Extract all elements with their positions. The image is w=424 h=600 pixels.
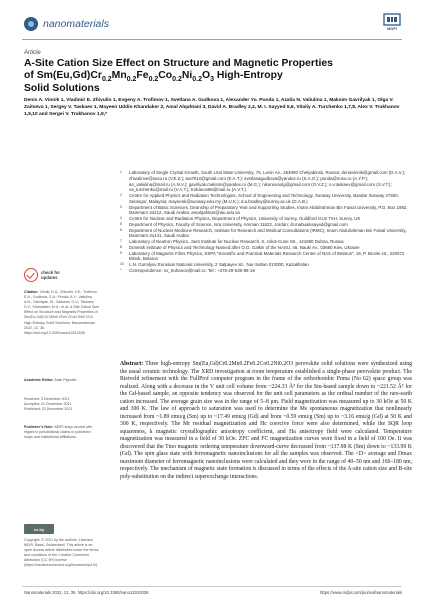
license-text: Copyright: © 2021 by the authors. Licensee MDPI, Basel, Switzerland. This article is an open access article distributed under the terms and conditions of the Creative Commons Attribution (CC BY) license (https://creativecommons.org/licenses/by/4.0/). [24,538,99,568]
svg-text:MDPI: MDPI [387,26,397,31]
affiliation-text: Laboratory of Neutron Physics, Joint Institute for Nuclear Research, 6, Joliot-Curie Str., 141980 Dubna, Russia [129,239,344,244]
footer-citation: Nanomaterials 2022, 12, 36. https://doi.org/10.3390/nano12010036 [24,590,149,595]
header-divider [22,39,402,40]
publisher-note: Publisher’s Note: MDPI stays neutral with regard to jurisdictional claims in published maps and institutional affiliations. [24,425,93,440]
affiliation-item [120,170,410,193]
article-title [24,58,354,95]
journal-logo-icon [24,17,38,31]
affiliation-text: Laboratory of Single Crystal Growth, South Ural State University, 76, Lenin Av., 454080 Chelyabinsk, Russia; denisvinnik@gmail.com (D.A.V.); zhivulinve@susu.ru (V.E.Z.); tea7510@gmail.com (E.A.T.); svetlanagudkova@yandex.ru (S.A.G.); punda@susu.ru (A.Y.P.); an_valiulina@mail.ru (A.N.V.); gavrilyak.maksim@yandex.ru (M.G.); nikonovaolg@gmail.com (O.V.Z.); s.v.taskaev@gmail.com (S.V.T.); va_turchenko@mail.ru (V.A.T.); truhanov86@mail.ru (A.V.T.) [129,170,406,193]
affiliation-item [120,251,410,263]
affiliation-text: Department of Physics, Faculty of Science, Isra University, Amman 11622, Jordan; dr.mabualssayed@gmail.com [129,221,348,227]
affiliation-number: 6 [120,227,122,232]
affiliation-text: Centre for Nuclear and Radiation Physics, Department of Physics, University of Surrey, Guildford GU2 7XH, Surrey, UK [129,216,361,221]
affiliation-text: L.N. Gumilyov Eurasian National University, 2 Satpayev str., Nur-Sultan 010000, Kazakhstan [129,262,309,267]
checkmark-icon [24,268,38,282]
title-line-2: of $Sm(Eu,Gd)Cr_{0.2}Mn_{0.2}Fe_{0.2}Co_{0.2}Ni_{0.2}O_3$ High-Entropy [24,70,283,84]
affiliation-number: 8 [120,244,122,249]
check-for-updates-button[interactable]: check for updates [24,268,60,282]
journal-name[interactable]: nanomaterials [43,18,109,30]
title-line-3: Solid Solutions [24,82,100,94]
article-type: Article [24,50,41,56]
affiliation-number: 7 [120,239,122,243]
affiliation-number: 3 [120,204,122,209]
affiliation-text: Department of Nuclear Medicine Research, Institute for Research and Medical Consultations (IRMC), Imam Abdulrahman Bin Faisal University, Dammam 31441, Saudi Arabia [129,227,407,239]
abstract: Abstract: Three high-entropy Sm(Eu,Gd)Cr0.2Mn0.2Fe0.2Co0.2Ni0.2O3 perovskite solid solutions were synthesized using the usual ceramic technology. The XRD investigation at room temperature established a single-phase perovskite product. The Rietveld refinement with the FullProf computer program in the frame of the orthorhombic Pnma (No 62) space group was realized. Along with a decrease in the V unit cell volume from ~224.33 Å³ for the Sm-based sample down to ~221.52 Å³ for the Gd-based sample, an opposite tendency was observed for the unit cell parameters as the ordinal number of the rare-earth cation increased. The average grain size was in the range of 5–8 μm. Field magnetization was measured up to 30 kOe at 50 K and 300 K. The law of approach to saturation was used to determine the Ms spontaneous magnetization that nonlinearly increased from ~1.89 emu/g (Sm) up to ~17.49 emu/g (Gd) and from ~0.59 emu/g (Sm) up to ~3.16 emu/g (Gd) at 50 K and 300 K, respectively. The Mr residual magnetization and Hc coercive force were also determined, while the SQR loop squareness, k magnetic crystallographic anisotropy coefficient, and Ha anisotropy field were calculated. Temperature magnetization was measured in a field of 30 kOe. ZFC and FC magnetization curves were fixed in a field of 100 Oe. It was discovered that the Tmo magnetic ordering temperature downward-curve decreased from ~137.98 K (Sm) down to ~133.99 K (Gd). The spin glass state with ferromagnetic nanoinclusions for all the samples was observed. The <D> average and Dmax maximum diameter of ferromagnetic nanoinclusions were calculated and they were in the range of 40–50 nm and 160–180 nm, respectively. The mechanism of magnetic state formation is discussed in terms of the effects of the A-site cation size and B-site poly-substitution on the indirect superexchange interactions. [120,361,413,480]
affiliation-number: 4 [120,216,122,220]
affiliation-item [120,205,410,217]
affiliation-item [120,228,410,240]
affiliation-number: 2 [120,193,122,197]
author-list: Denis A. Vinnik 1, Vladimir E. Zhivulin 1, Evgeny A. Trofimov 1, Svetlana A. Gudkova 1, Alexander Yu. Punda 1, Azalia N. Valiulina 1, Maksim Gavrilyak 1, Olga V. Zaitseva 1, Sergey V. Taskaev 1, Mayeen Uddin Khandaker 2, Amal Alqahtani 3, David A. Bradley 2,4, M. I. Sayyed 5,6, Vitaliy A. Turchenko 1,7,8, Alex V. Trukhanov 1,9,10 and Sergei V. Trukhanov 1,9,* [24,98,400,117]
journal-header [24,13,109,35]
academic-editor: Academic Editor: Alain Pignolet [24,378,77,382]
affiliation-number: * [120,267,122,272]
affiliation-text: Centre for Applied Physics and Radiation Technologies, School of Engineering and Technology, Sunway University, Bandar Sunway 47500, Selangor, Malaysia; mayeenk@sunway.edu.my (M.U.K.); d.a.bradley@surrey.ac.uk (D.A.B.) [129,193,399,204]
affiliation-number: 9 [120,250,122,255]
affiliation-item [120,193,410,205]
footer-divider [22,586,402,587]
citation-block: Citation: Vinnik, D.A.; Zhivulin, V.E.; Trofimov, E.A.; Gudkova, S.A.; Punda, A.Y.; Valiulina, A.N.; Gavrilyak, M.; Zaitseva, O.V.; Taskaev, S.V.; Khandaker, M.U.; et al. A-Site Cation Size Effect on Structure and Magnetic Properties of Sm(Eu,Gd)Cr0.2Mn0.2Fe0.2Co0.2Ni0.2O3 High-Entropy Solid Solutions. Nanomaterials 2022, 12, 36. https://doi.org/10.3390/nano12010036 [24,290,99,335]
title-line-1: A-Site Cation Size Effect on Structure and Magnetic Properties [24,58,333,69]
affiliation-number: 1 [120,170,122,174]
cc-by-license-badge[interactable]: cc by [24,524,54,534]
article-dates: Received: 3 December 2021 Accepted: 21 December 2021 Published: 23 December 2021 [24,397,73,412]
affiliation-item [120,268,410,274]
footer-journal-link[interactable]: https://www.mdpi.com/journal/nanomaterials [320,590,402,595]
affiliation-text: Department of Basic Sciences, Deanship of Preparatory Year and Supporting Studies, Imam Abdulrahman Bin Faisal University, P.O. Box 1982, Dammam 34212, Saudi Arabia; amalqahtani@iau.edu.sa [129,204,408,216]
mdpi-logo-icon[interactable] [382,11,402,31]
affiliation-text: Donetsk Institute of Physics and Technology Named after O.O. Galkin of the NASU, 46, Nauki Av., 03680 Kiev, Ukraine [129,244,360,250]
affiliation-text: Correspondence: sv_truhanov@mail.ru; Tel.: +375-29-536-86-19 [129,267,255,273]
affiliation-number: 5 [120,221,122,226]
affiliation-number: 10 [120,262,124,266]
affiliations [120,170,410,274]
affiliation-text: Laboratory of Magnetic Films Physics, SSPA “Scientific and Practical Materials Research Centre of NAS of Belarus”, 19, P. Brovki str., 220072 Minsk, Belarus [129,250,405,262]
